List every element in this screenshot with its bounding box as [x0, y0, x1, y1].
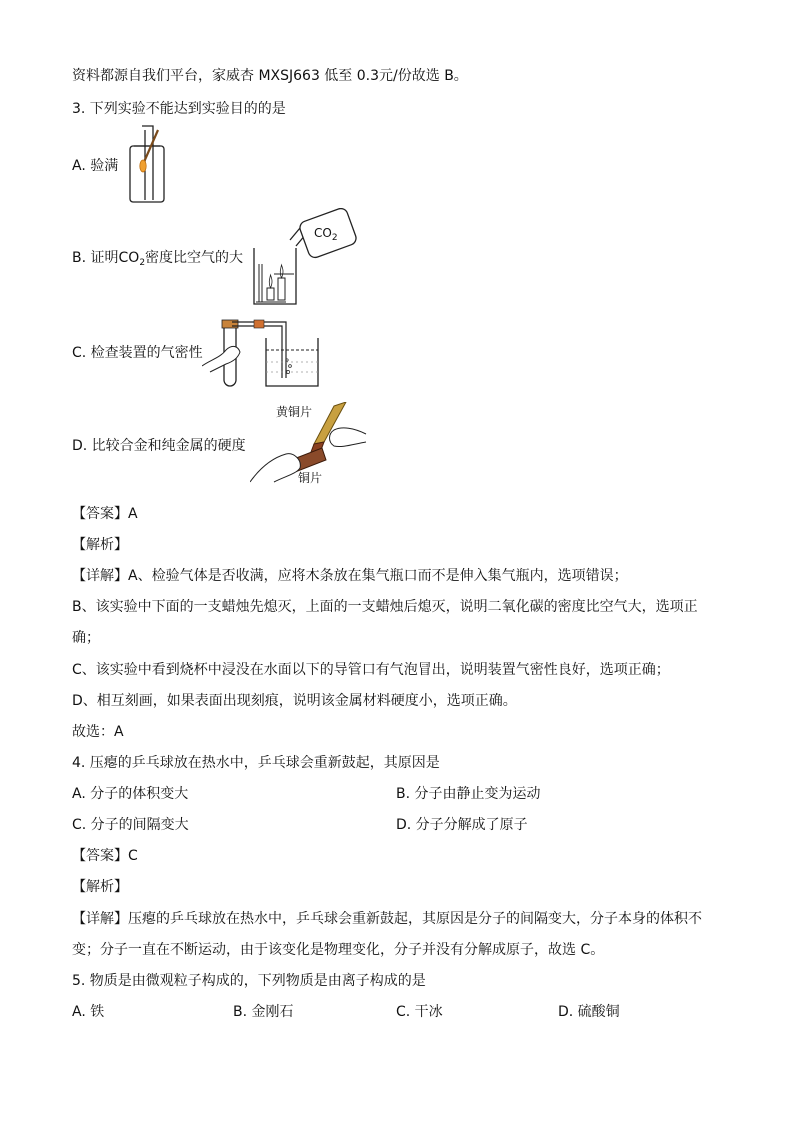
q3-option-b: B. 证明$CO_2$密度比空气的大 — [72, 250, 244, 268]
q4-option-d: D. 分子分解成了原子 — [396, 817, 528, 833]
gas-collection-bottle-figure — [125, 124, 173, 206]
q4-detail-line-2: 变；分子一直在不断运动，由于该变化是物理变化，分子并没有分解成原子，故选 C。 — [72, 942, 605, 958]
q5-option-b: B. 金刚石 — [233, 1004, 294, 1020]
q3-option-d: D. 比较合金和纯金属的硬度 — [72, 438, 246, 454]
header-line: 资料都源自我们平台，家威杏 MXSJ663 低至 0.3元/份故选 B。 — [72, 68, 468, 84]
q3-answer: 【答案】A — [72, 506, 138, 522]
q4-answer: 【答案】C — [72, 848, 138, 864]
q5-option-c: C. 干冰 — [396, 1004, 443, 1020]
q5-option-d: D. 硫酸铜 — [558, 1004, 620, 1020]
q3-detail-line-4: C、该实验中看到烧杯中浸没在水面以下的导管口有气泡冒出，说明装置气密性良好，选项正确； — [72, 662, 670, 678]
airtightness-check-figure — [202, 310, 327, 390]
q3-detail-line-3: 确； — [72, 630, 100, 646]
q3-option-a: A. 验满 — [72, 158, 119, 174]
beaker-candles-figure — [248, 208, 358, 308]
q4-option-c: C. 分子的间隔变大 — [72, 817, 189, 833]
q3-detail-line-1: 【详解】A、检验气体是否收满，应将木条放在集气瓶口而不是伸入集气瓶内，选项错误； — [72, 568, 628, 584]
brass-label: 黄铜片 — [276, 405, 313, 419]
q4-stem: 4. 压瘪的乒乓球放在热水中，乒乓球会重新鼓起，其原因是 — [72, 755, 440, 771]
q4-option-a: A. 分子的体积变大 — [72, 786, 189, 802]
copper-label: 铜片 — [298, 471, 323, 485]
q5-option-a: A. 铁 — [72, 1004, 105, 1020]
q3-option-c: C. 检查装置的气密性 — [72, 345, 203, 361]
q4-analysis-title: 【解析】 — [72, 879, 128, 895]
q4-option-b: B. 分子由静止变为运动 — [396, 786, 541, 802]
q3-stem: 3. 下列实验不能达到实验目的的是 — [72, 101, 286, 117]
bottle-co2-label: $CO_2$ — [314, 226, 338, 243]
q3-detail-line-5: D、相互刻画，如果表面出现刻痕，说明该金属材料硬度小，选项正确。 — [72, 693, 517, 709]
q4-detail-line-1: 【详解】压瘪的乒乓球放在热水中，乒乓球会重新鼓起，其原因是分子的间隔变大，分子本身的体积不 — [72, 911, 702, 927]
q3-detail-line-2: B、该实验中下面的一支蜡烛先熄灭，上面的一支蜡烛后熄灭，说明二氧化碳的密度比空气大，选项正 — [72, 599, 698, 615]
q3-analysis-title: 【解析】 — [72, 537, 128, 553]
q5-stem: 5. 物质是由微观粒子构成的，下列物质是由离子构成的是 — [72, 973, 426, 989]
q3-detail-line-6: 故选：A — [72, 724, 124, 740]
